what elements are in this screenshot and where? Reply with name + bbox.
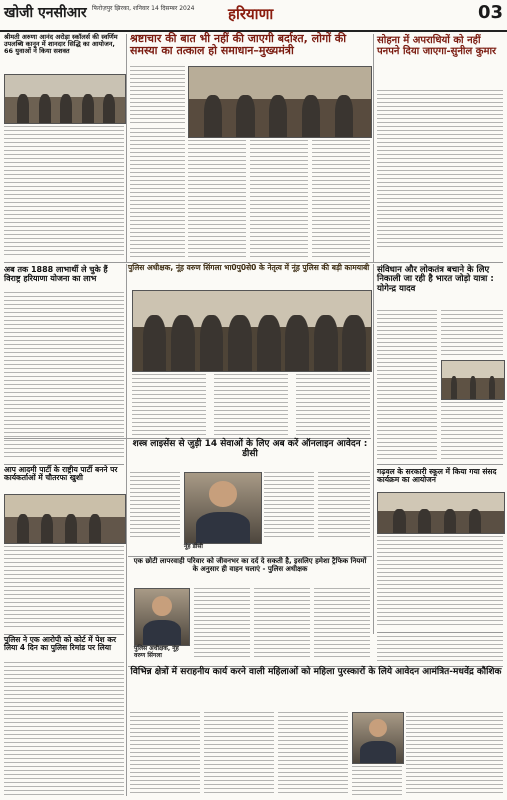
top-left-article-body [4, 126, 124, 258]
top-left-headline: श्रीमती अरुणा आनंद अरोड़ा स्कॉलर्स की स्वर्णिम उपलब्धि कानून में शानदार सिद्धि का आयोजन, 66 युवाओं ने किया सशक्त [4, 33, 118, 56]
main-article-col3 [250, 140, 308, 258]
accident-article-col2 [194, 588, 250, 660]
award-photo [4, 74, 126, 124]
sp-caption: पुलिस अधीक्षक, नूंह वरुण सिंगला [134, 645, 179, 659]
dc-caption: नूंह डीसी [184, 543, 203, 550]
women-article-col1 [130, 712, 200, 796]
sp-portrait [134, 588, 190, 646]
school-headline: गढ़वल के सरकारी स्कूल में किया गया संसद कार्यक्रम का आयोजन [377, 467, 497, 485]
main-headline: श्रष्टाचार की बात भी नहीं की जाएगी बर्दाश्त, लोगों की समस्या का तत्काल हो समाधान–मुख्यमंत्री [130, 32, 347, 58]
shastra-article-col3 [264, 472, 314, 540]
ayushman-article-body [4, 292, 124, 460]
shastra-article-col4 [318, 472, 370, 540]
accident-article-col4 [314, 588, 370, 660]
section-title: हरियाणा [228, 5, 274, 23]
masthead [0, 0, 507, 32]
main-article-col4 [312, 140, 370, 258]
yatra-photo [441, 360, 505, 400]
women-article-col4 [352, 766, 402, 796]
police-remand-body [4, 662, 124, 796]
main-article-col2 [188, 140, 246, 258]
samvidhan-article-col1 [377, 310, 437, 460]
aap-article-body [4, 546, 124, 630]
aap-headline: आप आदमी पार्टी के राष्ट्रीय पार्टी बनने पर कार्यकर्ताओं में चौतरफा खुशी [4, 465, 118, 483]
school-article-body [377, 536, 503, 628]
samvidhan-article-col2 [441, 310, 503, 356]
women-article-col3 [278, 712, 348, 796]
official-portrait [352, 712, 404, 764]
police-article-col2 [214, 374, 288, 436]
main-article-col1 [130, 128, 185, 258]
date-line: फिरोज़पुर झिरका, शनिवार 14 दिसम्बर 2024 [92, 5, 195, 12]
police-article-col3 [296, 374, 370, 436]
aap-workers-photo [4, 494, 126, 544]
dc-portrait [184, 472, 262, 544]
police-team-photo [132, 290, 372, 372]
police-article-col1 [132, 374, 206, 436]
right-article-body [377, 90, 503, 248]
right-bottom-brief [377, 636, 503, 664]
main-article-col1-top [130, 66, 185, 124]
school-photo [377, 492, 505, 534]
accident-headline: एक छोटी लापरवाही परिवार को जीवनभर का दर्द दे सकती है, इसलिए हमेशा ट्रैफिक नियमों के अनुसार ही वाहन चलाएं - पुलिस अधीक्षक [133, 557, 367, 573]
right-headline: सोहना में अपराधियों को नहीं पनपने दिया जाएगा-सुनील कुमार [377, 35, 497, 57]
cm-meeting-photo [188, 66, 372, 138]
women-award-headline: विभिन्न क्षेत्रों में सराहनीय कार्य करने वाली महिलाओं को महिला पुरस्कारों के लिये आवेदन आमंत्रित-मधवेंद्र कौशिक [130, 667, 502, 677]
women-article-col5 [406, 712, 503, 796]
accident-article-col3 [254, 588, 310, 660]
ayushman-headline: अब तक 1888 लाभार्थी ले चुके हैं विराष्ट्र हरियाणा योजना का लाभ [4, 265, 108, 283]
shastra-article-col1 [130, 472, 180, 540]
samvidhan-article-col3 [441, 402, 503, 460]
police-remand-headline: पुलिस ने एक आरोपी को कोर्ट में पेश कर लिया 4 दिन का पुलिस रिमांड पर लिया [4, 635, 117, 653]
brand-logo: खोजी एनसीआर [4, 5, 87, 21]
police-banner-headline: पुलिस अधीक्षक, नूंह वरुण सिंगला भा0पु0से0 के नेतृत्व में नूंह पुलिस की बड़ी कामयाबी [128, 263, 370, 272]
shastra-headline: शस्त्र लाइसेंस से जुड़ी 14 सेवाओं के लिए अब करें ऑनलाइन आवेदन : डीसी [132, 439, 368, 459]
page-number: 03 [477, 2, 503, 23]
women-article-col2 [204, 712, 274, 796]
samvidhan-headline: संविधान और लोकतंत्र बचाने के लिए निकाली जा रही है भारत जोड़ो यात्रा : योगेन्द्र यादव [377, 265, 494, 294]
